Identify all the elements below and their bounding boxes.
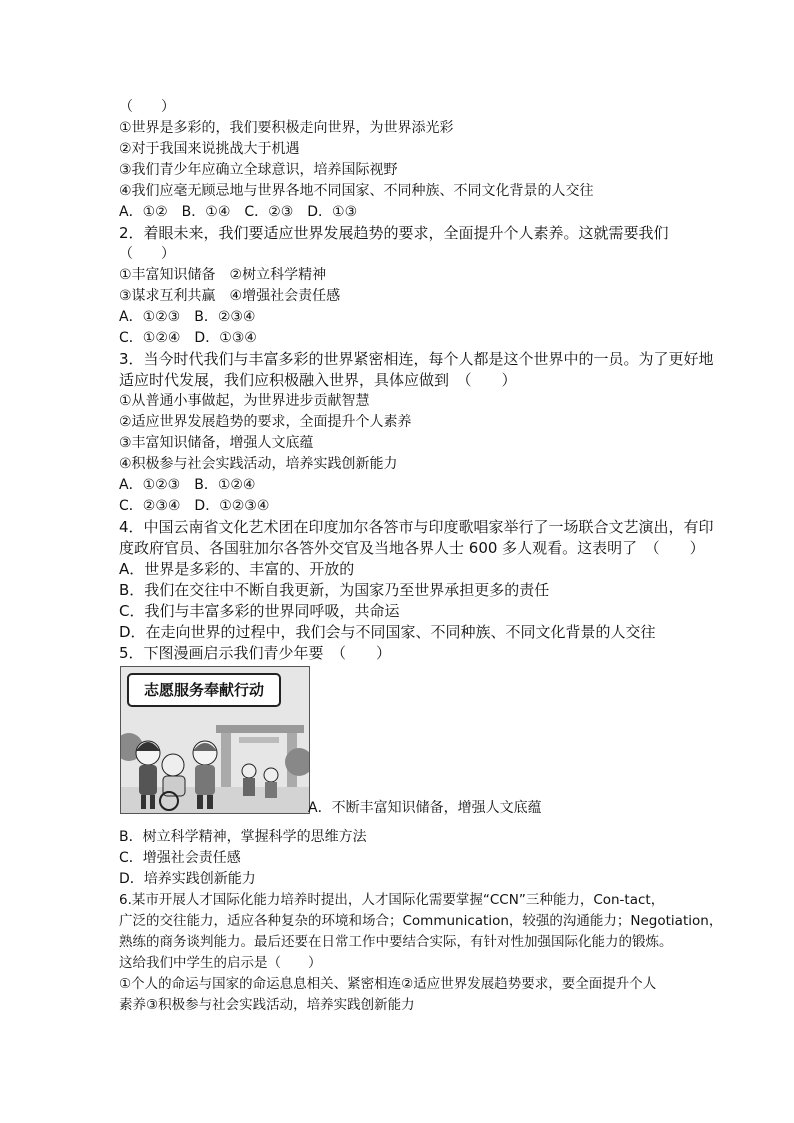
text-line: ①个人的命运与国家的命运息息相关、紧密相连②适应世界发展趋势要求，要全面提升个人 <box>119 976 657 992</box>
text-line: 广泛的交往能力，适应各种复杂的环境和场合；Communication，较强的沟通能力；Negotiation， <box>119 913 723 929</box>
text-line: A．世界是多彩的、丰富的、开放的 <box>119 560 355 578</box>
text-line: B．我们在交往中不断自我更新，为国家乃至世界承担更多的责任 <box>119 581 550 599</box>
text-line: 4．中国云南省文化艺术团在印度加尔各答市与印度歌唱家举行了一场联合文艺演出，有印 <box>119 518 714 536</box>
text-line: B．树立科学精神，掌握科学的思维方法 <box>119 829 367 845</box>
text-line: A．①② B．①④ C．②③ D．①③ <box>119 204 358 220</box>
text-line: 度政府官员、各国驻加尔各答外交官及当地各界人士 600 多人观看。这表明了 （ ） <box>119 539 705 557</box>
q5-option-a: A．不断丰富知识储备，增强人文底蕴 <box>308 800 542 816</box>
text-line: 3．当今时代我们与丰富多彩的世界紧密相连，每个人都是这个世界中的一员。为了更好地 <box>119 350 714 368</box>
text-line: C．增强社会责任感 <box>119 850 241 866</box>
text-line: 适应时代发展，我们应积极融入世界，具体应做到 （ ） <box>119 371 517 389</box>
text-line: ①从普通小事做起，为世界进步贡献智慧 <box>119 393 370 409</box>
text-line: D．培养实践创新能力 <box>119 871 256 887</box>
text-line: （ ） <box>119 246 175 262</box>
text-line: 2．着眼未来，我们要适应世界发展趋势的要求，全面提升个人素养。这就需要我们 <box>119 224 669 242</box>
text-line: 熟练的商务谈判能力。最后还要在日常工作中要结合实际，有针对性加强国际化能力的锻炼。 <box>119 934 673 950</box>
text-line: 素养③积极参与社会实践活动，培养实践创新能力 <box>119 997 415 1013</box>
text-line: ④积极参与社会实践活动，培养实践创新能力 <box>119 456 398 472</box>
cartoon-scene-icon <box>121 667 309 813</box>
text-line: C．①②④ D．①③④ <box>119 330 257 346</box>
cartoon-banner: 志愿服务奉献行动 <box>127 673 281 707</box>
text-line: （ ） <box>119 99 175 115</box>
text-line: 这给我们中学生的启示是（ ） <box>119 955 322 971</box>
text-line: ④我们应毫无顾忌地与世界各地不同国家、不同种族、不同文化背景的人交往 <box>119 183 594 199</box>
text-line: A．①②③ B．①②④ <box>119 477 256 493</box>
text-line: A．①②③ B．②③④ <box>119 309 256 325</box>
text-line: 5．下图漫画启示我们青少年要 （ ） <box>119 644 392 662</box>
text-line: ①丰富知识储备 ②树立科学精神 <box>119 267 327 283</box>
text-line: ③丰富知识储备，增强人文底蕴 <box>119 435 314 451</box>
text-line: ③我们青少年应确立全球意识，培养国际视野 <box>119 162 398 178</box>
text-line: ①世界是多彩的，我们要积极走向世界，为世界添光彩 <box>119 120 454 136</box>
text-line: ③谋求互利共赢 ④增强社会责任感 <box>119 288 341 304</box>
volunteer-cartoon <box>120 666 310 814</box>
text-line: C．②③④ D．①②③④ <box>119 498 270 514</box>
text-line: C．我们与丰富多彩的世界同呼吸，共命运 <box>119 602 400 620</box>
text-line: 6.某市开展人才国际化能力培养时提出，人才国际化需要掌握“CCN”三种能力，Con-tact， <box>119 892 665 908</box>
text-line: ②适应世界发展趋势的要求，全面提升个人素养 <box>119 414 412 430</box>
text-line: ②对于我国来说挑战大于机遇 <box>119 141 300 157</box>
text-line: D．在走向世界的过程中，我们会与不同国家、不同种族、不同文化背景的人交往 <box>119 623 656 641</box>
